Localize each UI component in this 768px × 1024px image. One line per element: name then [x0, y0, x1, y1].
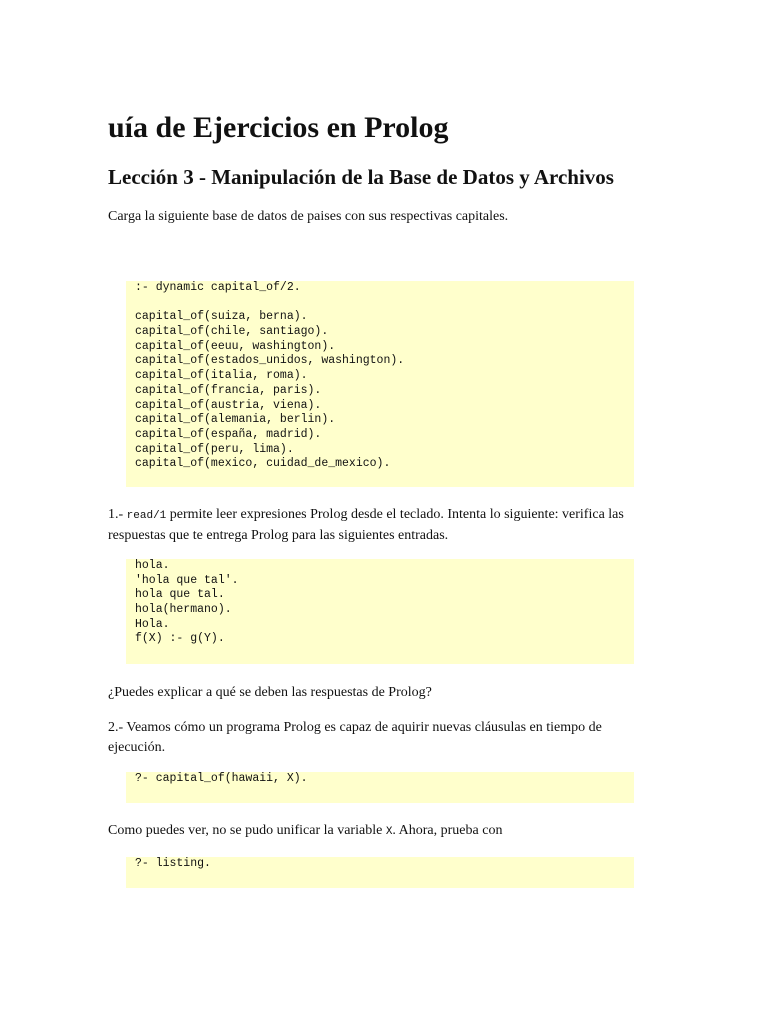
code-line: ?- capital_of(hawaii, X). — [135, 772, 308, 785]
note-1-paragraph — [108, 821, 648, 842]
question-1-paragraph: ¿Puedes explicar a qué se deben las respuestas de Prolog? — [108, 685, 432, 700]
intro-paragraph: Carga la siguiente base de datos de paises con sus respectivas capitales. — [108, 209, 509, 224]
code-line: ?- listing. — [135, 857, 211, 870]
code-line: capital_of(mexico, cuidad_de_mexico). — [135, 457, 391, 471]
note-1-before: Como puedes ver, no se pudo unificar la variable — [108, 823, 386, 838]
code-line: capital_of(chile, santiago). — [135, 325, 329, 339]
exercise-2-paragraph: 2.- Veamos cómo un programa Prolog es capaz de aquirir nuevas cláusulas en tiempo de ejecución. — [108, 720, 602, 755]
inline-code-read: read/1 — [126, 510, 167, 522]
code-block-capitals — [126, 281, 634, 487]
exercise-1-text: permite leer expresiones Prolog desde el teclado. Intenta lo siguiente: verifica las respuestas que te entrega Prolog para las siguientes entradas. — [108, 507, 624, 543]
exercise-1-prefix: 1.- — [108, 507, 127, 522]
code-block-inputs — [126, 559, 634, 664]
inline-code-variable: X — [385, 826, 393, 838]
code-line: :- dynamic capital_of/2. — [135, 281, 301, 294]
code-line: capital_of(alemania, berlin). — [135, 413, 336, 427]
code-line: Hola. — [135, 617, 170, 631]
code-line: capital_of(austria, viena). — [135, 398, 322, 412]
note-1-after: . Ahora, prueba con — [392, 823, 503, 838]
lesson-subtitle: Lección 3 - Manipulación de la Base de Datos y Archivos — [108, 165, 614, 189]
code-line: f(X) :- g(Y). — [135, 632, 225, 646]
exercise-1-paragraph — [108, 505, 648, 546]
code-line: capital_of(eeuu, washington). — [135, 339, 336, 353]
code-block-query — [126, 772, 634, 803]
code-block-listing — [126, 857, 634, 888]
code-line: capital_of(peru, lima). — [135, 442, 294, 456]
code-line: hola. — [135, 559, 170, 572]
code-line — [135, 296, 634, 311]
code-line: hola(hermano). — [135, 603, 232, 617]
code-line: 'hola que tal'. — [135, 573, 239, 587]
code-line: capital_of(españa, madrid). — [135, 427, 322, 441]
code-line: capital_of(suiza, berna). — [135, 310, 308, 324]
code-line: capital_of(estados_unidos, washington). — [135, 354, 405, 368]
code-line: capital_of(francia, paris). — [135, 383, 322, 397]
code-line: hola que tal. — [135, 588, 225, 602]
page-title: uía de Ejercicios en Prolog — [108, 111, 449, 144]
code-line: capital_of(italia, roma). — [135, 369, 308, 383]
